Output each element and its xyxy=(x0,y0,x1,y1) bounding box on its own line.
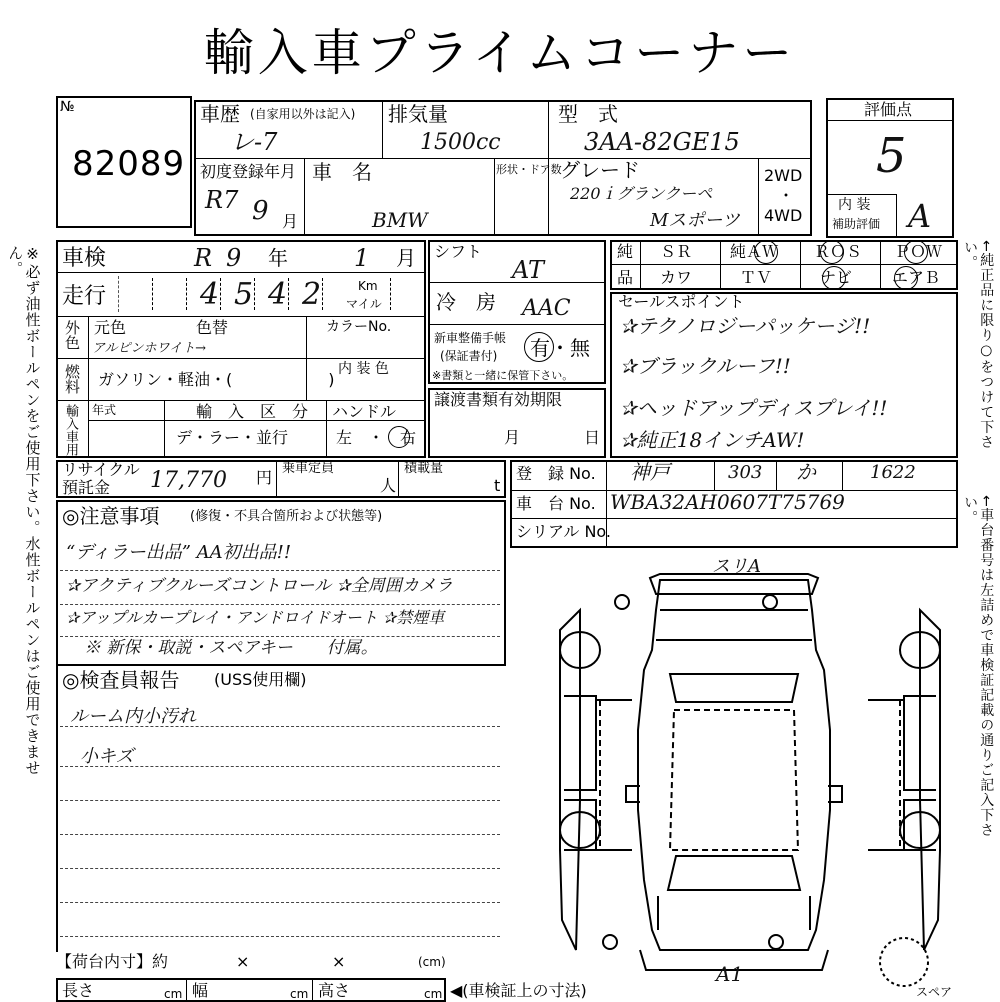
sales-point-2: ✰ブラックルーフ!! xyxy=(620,354,791,378)
displacement-label: 排気量 xyxy=(388,102,448,126)
inspector-line-2: 小キズ xyxy=(80,746,134,767)
pure-navi-circle xyxy=(822,266,846,290)
note-line-3: ✰アップルカープレイ・アンドロイドオート ✰禁煙車 xyxy=(66,608,445,627)
shape-doors-label: 形状・ドア数 xyxy=(496,163,562,176)
interior-color-label: 内 装 色 xyxy=(338,361,389,377)
shift-value: AT xyxy=(512,256,545,284)
sales-points-label: セールスポイント xyxy=(618,292,745,311)
right-side-note-bottom: ←車台番号は左詰めで車検証記載の通りご記入下さい。 xyxy=(962,495,995,838)
dims-width-unit: cm xyxy=(290,987,309,1001)
pure-aw: 純ＡＷ xyxy=(730,242,779,261)
color-original-label: 元色 xyxy=(94,318,127,337)
fuel-options: ガソリン・軽油・( ) xyxy=(98,370,335,389)
first-reg-month-unit: 月 xyxy=(282,212,299,231)
grade-label: グレード xyxy=(560,158,640,182)
inspector-title: ◎検査員報告 xyxy=(62,668,180,692)
inspection-year: 9 xyxy=(226,244,242,272)
interior-value: A xyxy=(908,197,932,235)
pure-navi: ナビ xyxy=(820,268,853,287)
drive-dot: ・ xyxy=(778,186,795,205)
inspector-sub: (USS使用欄) xyxy=(214,670,307,689)
inspection-month: 1 xyxy=(354,244,370,272)
inspection-year-unit: 年 xyxy=(268,246,288,270)
cargo-title: 【荷台内寸】約 xyxy=(56,952,169,971)
import-type-label: 輸 入 区 分 xyxy=(196,402,309,421)
notes-sub: (修復・不具合箇所および状態等) xyxy=(190,509,383,524)
pure-side-1: 純 xyxy=(617,242,634,261)
mileage-unit-mile: マイル xyxy=(346,297,382,311)
first-reg-month: 9 xyxy=(252,196,269,226)
import-year-label: 年式 xyxy=(92,403,117,417)
interior-label-2: 補助評価 xyxy=(832,217,881,231)
transfer-month-unit: 月 xyxy=(504,428,521,447)
recycle-label-1: リサイクル xyxy=(62,460,140,479)
pure-airbag-circle xyxy=(894,266,918,290)
model-label: 型 式 xyxy=(558,102,618,126)
note-line-2: ✰アクティブクルーズコントロール ✰全周囲カメラ xyxy=(66,576,453,596)
sales-point-4: ✰純正18インチAW! xyxy=(620,428,805,452)
dims-note: ◀(車検証上の寸法) xyxy=(450,981,587,1000)
capacity-label: 乗車定員 xyxy=(282,461,335,476)
recycle-unit: 円 xyxy=(256,468,273,487)
maint-book-note: ※書類と一緒に保管下さい。 xyxy=(432,369,574,382)
pure-sr: ＳＲ xyxy=(660,242,693,261)
handle-options: 左 ・ 右 xyxy=(336,428,417,447)
interior-label-1: 内 装 xyxy=(838,197,871,213)
lot-number: 82089 xyxy=(72,144,186,184)
dims-length-unit: cm xyxy=(164,987,183,1001)
serial-label: シリアル No. xyxy=(516,522,612,541)
car-name-label: 車 名 xyxy=(312,160,372,184)
color-change-label: 色替 xyxy=(196,318,229,337)
load-unit: t xyxy=(494,476,501,495)
import-side-label: 輸入車用 xyxy=(63,404,78,456)
capacity-unit: 人 xyxy=(380,476,397,495)
fuel-side-label: 燃料 xyxy=(63,364,81,394)
lot-number-box xyxy=(56,96,192,228)
inspection-label: 車検 xyxy=(62,246,107,271)
handle-label: ハンドル xyxy=(332,402,397,421)
grade-value-2: Mスポーツ xyxy=(650,210,740,231)
color-side-label: 外色 xyxy=(63,320,81,350)
load-label: 積載量 xyxy=(404,461,444,476)
inspector-line-1: ルーム内小汚れ xyxy=(70,706,196,727)
maint-book-label-1: 新車整備手帳 xyxy=(434,331,507,345)
cargo-x1: × xyxy=(236,952,250,971)
first-reg-label: 初度登録年月 xyxy=(200,162,297,181)
registration-area: 神戸 xyxy=(630,460,670,484)
right-side-note-top: ←純正品に限り○をつけて下さい。 xyxy=(962,240,995,450)
mileage-digit-4: 2 xyxy=(302,277,322,312)
pure-leather: カワ xyxy=(660,268,693,287)
drive-4wd: 4WD xyxy=(764,206,803,225)
pure-pow: ＰＯＷ xyxy=(894,242,943,261)
pure-ros: ＲＯＳ xyxy=(814,242,863,261)
page-title: 輸入車プライムコーナー xyxy=(203,24,797,82)
displacement-value: 1500cc xyxy=(420,130,501,155)
pure-airbag: エアＢ xyxy=(892,268,941,287)
note-line-1: “ディラー出品” AA初出品!! xyxy=(66,542,292,563)
maint-book-label-2: (保証書付) xyxy=(440,349,498,363)
maint-book-yes-circle xyxy=(524,332,554,362)
mileage-digit-3: 4 xyxy=(268,277,288,312)
note-line-4: ※ 新保・取説・スペアキー 付属。 xyxy=(84,638,378,658)
registration-class: 303 xyxy=(728,462,763,483)
dims-length: 長さ xyxy=(62,981,95,1000)
mileage-digit-2: 5 xyxy=(234,277,254,312)
diagram-top-mark: スリA xyxy=(712,556,761,577)
chassis-value: WBA32AH0607T75769 xyxy=(610,490,845,514)
pure-side-2: 品 xyxy=(617,268,634,287)
notes-title: ◎注意事項 xyxy=(62,504,160,528)
recycle-label-2: 預託金 xyxy=(62,478,111,497)
shift-label: シフト xyxy=(434,242,483,261)
pure-ros-circle xyxy=(820,240,844,264)
inspection-month-unit: 月 xyxy=(396,246,416,270)
registration-kana: か xyxy=(796,460,816,484)
dims-height-unit: cm xyxy=(424,987,443,1001)
import-type-options: デ・ラー・並行 xyxy=(176,428,289,447)
dims-height: 高さ xyxy=(318,981,351,1000)
cargo-row xyxy=(56,952,454,972)
sales-point-3: ✰ヘッドアップディスプレイ!! xyxy=(620,396,888,420)
car-damage-diagram xyxy=(540,550,960,990)
spare-label: スペア xyxy=(916,985,953,999)
history-value: レ-7 xyxy=(230,128,278,156)
pure-pow-circle xyxy=(904,240,928,264)
maint-book-options: 有・無 xyxy=(530,336,590,360)
history-label: 車歴 xyxy=(200,102,240,126)
ac-label: 冷 房 xyxy=(436,290,496,314)
diagram-bottom-mark: A1 xyxy=(716,962,744,986)
lot-no-label: № xyxy=(60,99,75,115)
grade-value-1: 220ｉグランクーペ xyxy=(570,184,713,203)
mileage-unit-km: Km xyxy=(358,279,378,293)
registration-label: 登 録 No. xyxy=(516,464,596,483)
color-value: アルピンホワイト→ xyxy=(92,341,206,356)
pure-tv: ＴＶ xyxy=(740,268,773,287)
history-sub: (自家用以外は記入) xyxy=(250,107,356,121)
ac-value: AAC xyxy=(522,296,571,321)
color-no-label: カラーNo. xyxy=(326,319,392,335)
sales-point-1: ✰テクノロジーパッケージ!! xyxy=(620,314,871,338)
rating-score: 5 xyxy=(876,128,907,184)
chassis-label: 車 台 No. xyxy=(516,494,596,513)
transfer-label: 譲渡書類有効期限 xyxy=(434,390,563,409)
recycle-value: 17,770 xyxy=(150,468,227,493)
drive-2wd: 2WD xyxy=(764,166,803,185)
car-name-value: BMW xyxy=(372,208,428,232)
left-side-note: ※必ず油性ボールペンをご使用下さい。水性ボールペンはご使用できません。 xyxy=(6,245,42,776)
rating-label: 評価点 xyxy=(864,100,913,119)
inspection-era: R xyxy=(194,244,213,272)
dims-row xyxy=(56,978,446,1002)
cargo-x2: × xyxy=(332,952,346,971)
pure-aw-circle xyxy=(754,240,778,264)
mileage-label: 走行 xyxy=(62,284,107,309)
transfer-day-unit: 日 xyxy=(584,428,601,447)
first-reg-year: R7 xyxy=(205,186,239,214)
dims-width: 幅 xyxy=(192,981,209,1000)
mileage-digit-1: 4 xyxy=(200,277,220,312)
handle-right-circle xyxy=(388,426,410,448)
cargo-unit: (cm) xyxy=(418,955,446,969)
model-value: 3AA-82GE15 xyxy=(584,128,740,156)
registration-number: 1622 xyxy=(870,462,916,483)
